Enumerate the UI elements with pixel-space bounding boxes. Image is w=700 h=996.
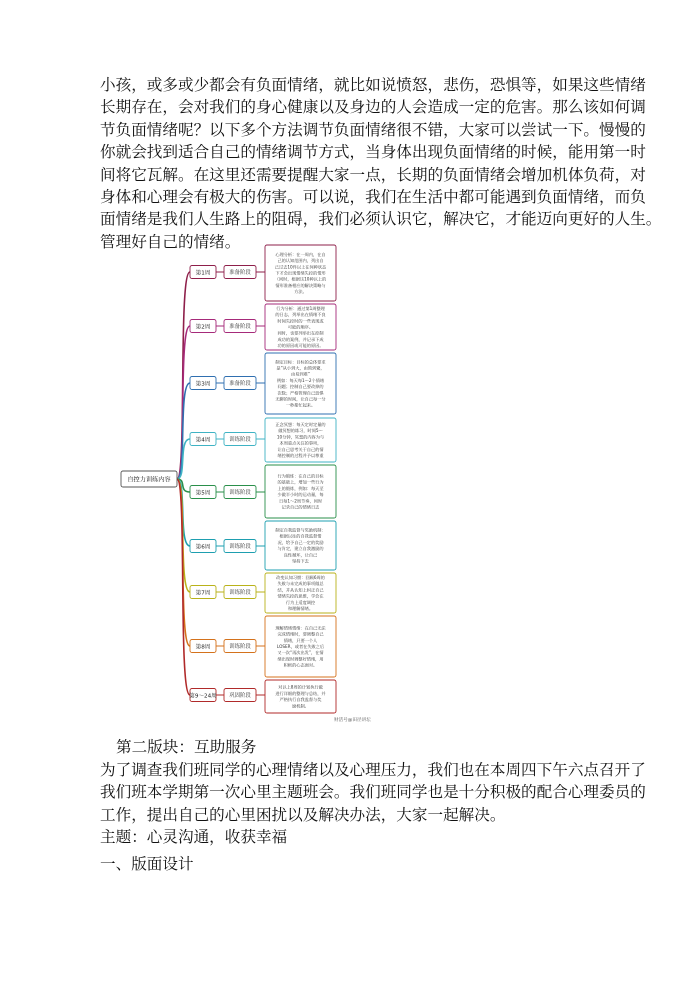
- detail-text: 的基础上，增加一些行为: [277, 479, 324, 485]
- phase-label: 训练阶段: [229, 590, 251, 597]
- detail-text: 情形准备相应的解决策略与: [275, 282, 326, 288]
- detail-text: 时间失控时的一些表现或: [277, 318, 324, 324]
- phase-label: 训练阶段: [229, 490, 251, 497]
- detail-text: 与肯定，建立自我激励的: [277, 546, 324, 552]
- detail-text: 本周重点关注的事项，: [279, 440, 322, 446]
- watermark-text: 财活号@田径讲坛: [334, 718, 371, 723]
- phase-label: 训练阶段: [229, 644, 251, 651]
- intro-line: 长期存在，会对我们的身心健康以及身边的人会造成一定的危害。那么该如何调: [100, 98, 646, 117]
- section-title: 第二版块：互助服务: [116, 738, 257, 756]
- week-label: 第3周: [195, 381, 211, 388]
- detail-text: 方法。: [294, 289, 307, 295]
- detail-text: 行为上适度调控: [285, 599, 316, 605]
- intro-line: 间将它瓦解。在这里还需要提醒大家一点，长期的负面情绪会增加机体负荷，对: [100, 165, 646, 184]
- root-label: 自控力训练内容: [127, 476, 171, 484]
- detail-text: 改变认知习惯：回顾6周的: [276, 575, 325, 580]
- detail-text: 根据以往的自我监督情: [279, 533, 322, 539]
- detail-text: 10分钟，冥想的内容为与: [276, 434, 325, 440]
- detail-text: 做冥想的练习，时间5～: [278, 428, 323, 434]
- week-label: 第7周: [195, 590, 211, 597]
- detail-text: 的日志，列举出在情绪不良: [275, 312, 326, 318]
- detail-text: 结，并从认知上纠正自己: [277, 587, 324, 593]
- detail-text: 绪控制的过程并予以尊重: [277, 453, 324, 458]
- detail-text: 成功的案例，并记录下成: [277, 336, 324, 342]
- detail-text: 日每1～2周节奏，同时: [278, 498, 323, 504]
- phase-label: 训练阶段: [229, 544, 251, 551]
- detail-text: 让自己思考关于自己的情: [277, 446, 324, 452]
- detail-text: 可能的顺序。: [287, 324, 314, 330]
- detail-text: 良性循环，让自己: [283, 552, 318, 558]
- phase-label: 准备阶段: [229, 381, 251, 388]
- phase-label: 准备阶段: [229, 324, 251, 331]
- detail-text: 理解情绪情绪：在自己无法: [275, 625, 326, 631]
- detail-text: 记录自己的情绪日志: [281, 504, 320, 510]
- detail-text: 例如：每天每1～2个情绪: [276, 377, 325, 383]
- detail-text: 制定自我监督与奖励机制：: [275, 527, 326, 533]
- section-mutual-help: [100, 736, 646, 849]
- detail-text: 完成情绪时，要调整自己: [277, 631, 324, 637]
- detail-text: 己过去10件以上在何种状态: [274, 264, 327, 270]
- detail-text: 由易到难”: [291, 371, 310, 377]
- section-body-line: 工作，提出自己的心里困扰以及解决办法，大家一起解决。: [100, 805, 506, 824]
- intro-line: 管理好自己的情绪。: [100, 232, 241, 251]
- detail-text: 功的原因或可能的原因。: [277, 343, 324, 349]
- section-body-line: 为了调查我们班同学的心理情绪以及心理压力，我们也在本周四下午六点召开了: [100, 760, 646, 779]
- detail-text: 又一次“再次出发”，在情: [277, 650, 324, 656]
- week-label: 第1周: [195, 270, 211, 277]
- detail-text: 制定目标：目标的总体要求: [275, 359, 326, 365]
- phase-label: 训练阶段: [229, 437, 251, 444]
- detail-text: 问题；控制自己要改掉的: [277, 384, 324, 390]
- detail-text: 和理解情绪。: [287, 606, 314, 611]
- detail-text: 无聊的时间，让自己每一分: [275, 396, 326, 402]
- detail-text: 行为锻炼：在自己的目标: [277, 473, 324, 479]
- detail-text: 次数；严格管理自己恐惧: [277, 390, 324, 396]
- intro-line: 身体和心理会有极大的伤害。可以说，我们在生活中都可能遇到负面情绪，而负: [100, 188, 646, 207]
- intro-line: 你就会找到适合自己的情绪调节方式，当身体出现负面情绪的时候，能用第一时: [100, 143, 646, 162]
- detail-text: 行为分析：通过第1周整理: [276, 305, 325, 311]
- week-label: 第2周: [195, 324, 211, 331]
- detail-text: 是“从小到大，由简到繁，: [276, 365, 325, 371]
- detail-text: 励机制。: [292, 703, 309, 709]
- week-label: 第9～24周: [189, 693, 217, 700]
- detail-text: 下才会出现情绪失控的情形: [275, 270, 326, 276]
- week-label: 第6周: [195, 544, 211, 551]
- detail-text: 己的认知范围内，列出自: [277, 258, 324, 264]
- detail-text: 绪出现时调整好情绪，用: [277, 656, 324, 662]
- detail-text: 进行详细的整理与总结，并: [275, 690, 326, 696]
- detail-text: 少做半小时的运动量，每: [277, 492, 324, 498]
- detail-text: 心理分析：在一周内，在自: [275, 251, 326, 257]
- detail-text: 积极的心态面对。: [283, 662, 318, 668]
- intro-line: 面情绪是我们人生路上的阻碍，我们必须认识它，解决它，才能迈向更好的人生。: [100, 210, 662, 229]
- section-theme: 主题：心灵沟通，收获幸福: [100, 828, 288, 847]
- intro-paragraph: [100, 74, 662, 253]
- detail-text: LOSER，或者在失败之后: [276, 644, 325, 649]
- detail-text: 情绪，只要一个人: [283, 637, 318, 643]
- self-control-mindmap: [118, 243, 378, 725]
- detail-text: （同时，根据这10种以上的: [274, 276, 327, 282]
- detail-text: 对以上8周的计划执行做: [278, 684, 323, 690]
- detail-text: 正念冥想：每天定时定量的: [275, 422, 326, 427]
- detail-text: 上的锻炼，例如：每天至: [277, 485, 324, 491]
- detail-text: 同时，也要列举出在控制: [277, 330, 324, 336]
- detail-text: 严格执行自我监督与奖: [279, 697, 322, 703]
- intro-line: 节负面情绪呢？以下多个方法调节负面情绪很不错，大家可以尝试一下。慢慢的: [100, 120, 646, 139]
- week-label: 第5周: [195, 490, 211, 497]
- week-label: 第8周: [195, 644, 211, 651]
- detail-text: 坚持下去: [292, 558, 309, 564]
- detail-text: 情绪失控的思维，学会在: [277, 593, 324, 599]
- detail-text: 一秒都忙起来。: [285, 402, 316, 408]
- section-body-line: 我们班本学期第一次心里主题班会。我们班同学也是十分积极的配合心理委员的: [100, 783, 646, 802]
- phase-label: 准备阶段: [229, 270, 251, 277]
- week-label: 第4周: [195, 437, 211, 444]
- intro-line: 小孩，或多或少都会有负面情绪，就比如说愤怒，悲伤，恐惧等，如果这些情绪: [100, 76, 646, 94]
- detail-text: 况，给予自己一定的奖励: [277, 539, 324, 545]
- heading-layout-design: 一、版面设计: [100, 855, 194, 873]
- detail-text: 失败与未完成的事项做总: [277, 581, 324, 587]
- phase-label: 巩固阶段: [229, 693, 251, 700]
